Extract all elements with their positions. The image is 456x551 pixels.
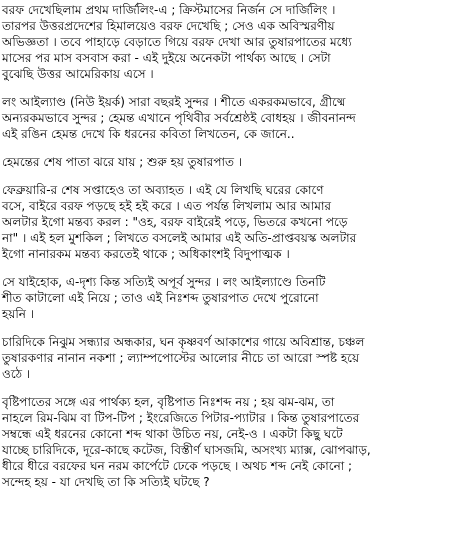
paragraph-7: বৃষ্টিপাতের সঙ্গে এর পার্থক্য হল, বৃষ্টিপাত নিঃশব্দ নয় ; হয় ঝম-ঝম, তা নাহলে রিম-ঝিম বা টিপ-টিপ ; ইংরেজিতে পিটার-প্যাটার । কিন্ত তুষারপাতের সম্বন্ধে এই ধরনের কোনো শব্দ থাকা উচিত নয়, নেই-ও । একটা কিছু ঘটে যাচ্ছে চারিদিকে, দূরে-কাছে কটেজ, বিস্তীর্ণ ঘাসজমি, অসংখ্য ম্যাক্স, ঝোপঝাড়, ধীরে ধীরে বরফের ঘন নরম কার্পেটে ঢেকে পড়ছে । অথচ শব্দ নেই কোনো ; সন্দেহ হয় - যা দেখছি তা কি সত্যিই ঘটছে ? — [2, 395, 371, 489]
paragraph-2: লং আইল্যাণ্ড (নিউ ইয়র্ক) সারা বছরই সুন্দর । শীতে একরকমভাবে, গ্রীষ্মে অন্যরকমভাবে সুন্দর ; হেমন্ত এখানে পৃথিবীর সর্বশ্রেষ্ঠই বোধহয় । জীবনানন্দ এই রঙিন হেমন্ত দেখে কি ধরনের কবিতা লিখতেন, কে জানে.. — [2, 95, 356, 141]
paragraph-6: চারিদিকে নিঝুম সন্ধ্যার অন্ধকার, ঘন কৃষ্ণবর্ণ আকাশের গায়ে অবিশ্রান্ত, চঞ্চল তুষারকণার নানান নকশা ; ল্যাম্পপোস্টের আলোর নীচে তা আরো স্পষ্ট হয়ে ওঠে । — [2, 335, 365, 381]
paragraph-3: হেমন্তের শেষ পাতা ঝরে যায় ; শুরু হয় তুষারপাত । — [2, 155, 243, 169]
paragraph-4: ফেব্রুয়ারি-র শেষ সপ্তাহেও তা অব্যাহত । এই যে লিখছি ঘরের কোণে বসে, বাইরে বরফ পড়ছে হই হই করে । এত পর্যন্ত লিখলাম আর আমার অলটার ইগো মন্তব্য করল : "ওহ, বরফ বাইরেই পড়ে, ভিতরে কখনো পড়ে না" । এই হল মুশকিল ; লিখতে বসলেই আমার এই অতি-প্রাপ্তবয়স্ক অলটার ইগো নানারকম মন্তব্য করতেই থাকে ; অধিকাংশই বিদুপাত্মক । — [2, 183, 357, 261]
paragraph-5: সে যাইহোক, এ-দৃশ্য কিন্ত সত্যিই অপূর্ব সুন্দর । লং আইল্যাণ্ডে তিনটি শীত কাটালো এই নিয়ে ; তাও এই নিঃশব্দ তুষারপাত দেখে পুরোনো হয়নি । — [2, 275, 326, 321]
paragraph-1: বরফ দেখেছিলাম প্রথম দার্জিলিং-এ ; ক্রিস্টমাসের নির্জন সে দার্জিলিং । তারপর উত্তরপ্রদেশের হিমালয়েও বরফ দেখেছি ; সেও এক অবিস্মরণীয় অভিজ্ঞতা । তবে পাহাড়ে বেড়াতে গিয়ে বরফ দেখা আর তুষারপাতের মধ্যে মাসের পর মাস বসবাস করা - এই দুইয়ে অনেকটা পার্থক্য আছে । সেটা বুঝেছি উত্তর আমেরিকায় এসে । — [2, 3, 352, 81]
